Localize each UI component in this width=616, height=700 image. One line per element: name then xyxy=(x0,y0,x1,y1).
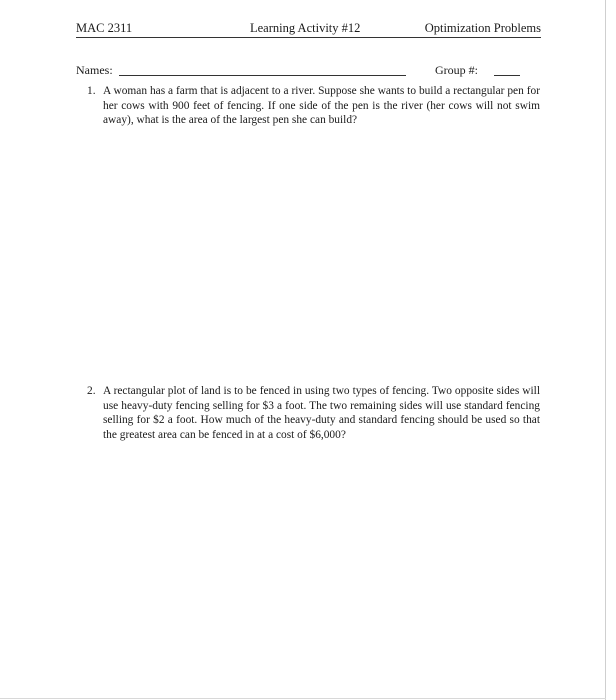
activity-title: Learning Activity #12 xyxy=(250,21,361,35)
names-blank-line xyxy=(119,75,406,76)
problem-text: A woman has a farm that is adjacent to a river. Suppose she wants to build a rectangular pen for her cows with 900 feet of fencing. If one side of the pen is the river (her cows will not swim away), what is the area of the largest pen she can build? xyxy=(103,85,540,126)
problem-1 xyxy=(87,84,540,128)
page-bottom-edge xyxy=(0,698,606,699)
names-label: Names: xyxy=(76,63,113,77)
problem-number: 1. xyxy=(87,85,96,97)
problem-text: A rectangular plot of land is to be fenced in using two types of fencing. Two opposite sides will use heavy-duty fencing selling for $3 a foot. The two remaining sides will use standard fencing selling for $2 a foot. How much of the heavy-duty and standard fencing should be used so that the greatest area can be fenced in at a cost of $6,000? xyxy=(103,385,540,441)
group-label: Group #: xyxy=(435,63,478,77)
page-header xyxy=(76,19,541,38)
group-blank-line xyxy=(494,75,520,76)
course-code: MAC 2311 xyxy=(76,21,133,35)
names-group-row xyxy=(76,62,541,78)
problem-2 xyxy=(87,384,540,442)
problem-number: 2. xyxy=(87,385,96,397)
topic-title: Optimization Problems xyxy=(424,21,541,35)
